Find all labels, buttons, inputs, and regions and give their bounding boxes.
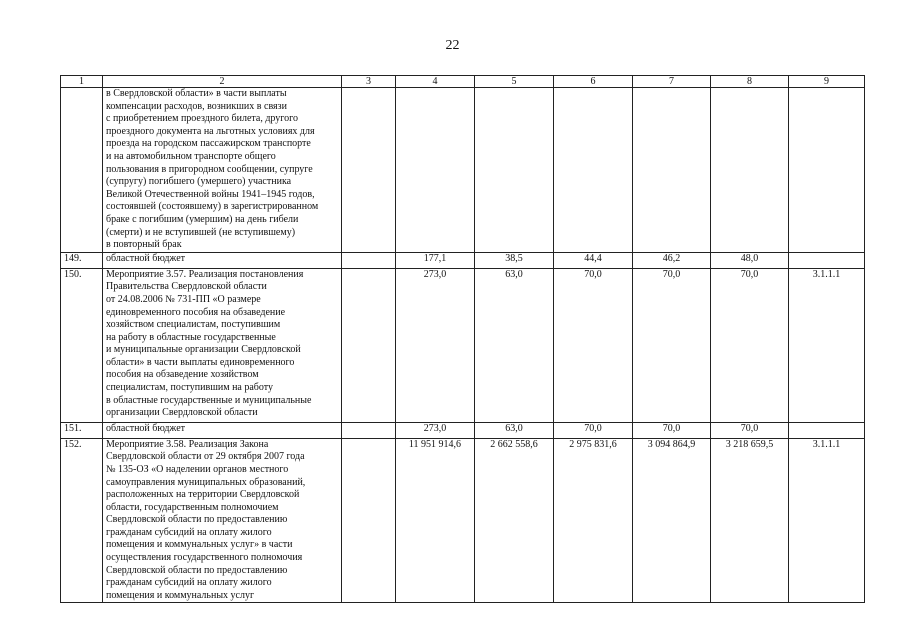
cell-c6: 2 975 831,6 — [554, 438, 633, 603]
table-row — [61, 252, 865, 268]
row-description — [103, 438, 342, 603]
cell-c4: 273,0 — [396, 268, 475, 422]
column-header-row — [61, 76, 865, 88]
cell-c4: 11 951 914,6 — [396, 438, 475, 603]
description-line: гражданам субсидий на оплату жилого — [106, 526, 272, 538]
description-line: и муниципальные организации Свердловской — [106, 344, 301, 356]
table-row — [61, 88, 865, 253]
description-line: расположенных на территории Свердловской — [106, 489, 300, 501]
description-line: Свердловской области от 29 октября 2007 года — [106, 451, 305, 463]
description-line: на работу в областные государственные — [106, 331, 276, 343]
row-number — [61, 88, 103, 253]
description-line: пользования в пригородном сообщении, супруге — [106, 163, 313, 175]
description-line: хозяйством специалистам, поступившим — [106, 319, 281, 331]
cell-c5 — [475, 88, 554, 253]
cell-c9: 3.1.1.1 — [789, 438, 865, 603]
table-row — [61, 268, 865, 422]
description-line: состоявшей (состоявшему) в зарегистрированном — [106, 201, 319, 213]
description-line: с приобретением проездного билета, другого — [106, 113, 299, 125]
description-line: браке с погибшим (умершим) на день гибели — [106, 213, 299, 225]
description-line: и на автомобильном транспорте общего — [106, 150, 276, 162]
column-header: 8 — [711, 76, 789, 88]
cell-c5: 63,0 — [475, 422, 554, 438]
column-header: 9 — [789, 76, 865, 88]
cell-c7: 70,0 — [633, 422, 711, 438]
column-header: 5 — [475, 76, 554, 88]
description-line: единовременного пособия на обзаведение — [106, 306, 286, 318]
cell-c9: 3.1.1.1 — [789, 268, 865, 422]
cell-c8: 70,0 — [711, 268, 789, 422]
column-header: 6 — [554, 76, 633, 88]
description-line: области, государственным полномочием — [106, 501, 279, 513]
cell-c8: 70,0 — [711, 422, 789, 438]
cell-c4 — [396, 88, 475, 253]
description-line: помещения и коммунальных услуг — [106, 589, 255, 601]
cell-c4: 177,1 — [396, 252, 475, 268]
cell-c6 — [554, 88, 633, 253]
column-header: 7 — [633, 76, 711, 88]
description-line: (супругу) погибшего (умершего) участника — [106, 176, 292, 188]
cell-c6: 70,0 — [554, 422, 633, 438]
description-line: от 24.08.2006 № 731-ПП «О размере — [106, 293, 261, 305]
description-line: Великой Отечественной войны 1941–1945 годов, — [106, 188, 315, 200]
cell-c4: 273,0 — [396, 422, 475, 438]
row-number: 149. — [61, 252, 103, 268]
description-line: в областные государственные и муниципальные — [106, 394, 312, 406]
description-line: пособия на обзаведение хозяйством — [106, 369, 259, 381]
cell-c8: 3 218 659,5 — [711, 438, 789, 603]
description-line: № 135-ОЗ «О наделении органов местного — [106, 463, 289, 475]
cell-c3 — [342, 88, 396, 253]
cell-c8: 48,0 — [711, 252, 789, 268]
description-line: осуществления государственного полномочия — [106, 552, 303, 564]
cell-c9 — [789, 252, 865, 268]
row-description — [103, 422, 342, 438]
cell-c3 — [342, 252, 396, 268]
description-line: помещения и коммунальных услуг» в части — [106, 539, 293, 551]
description-line: компенсации расходов, возникших в связи — [106, 100, 287, 112]
description-line: (смерти) и не вступившей (не вступившему) — [106, 226, 296, 238]
column-header: 4 — [396, 76, 475, 88]
cell-c3 — [342, 422, 396, 438]
description-line: проездного документа на льготных условиях для — [106, 125, 315, 137]
description-line: в повторный брак — [106, 239, 182, 251]
description-line: проезда на городском пассажирском транспорте — [106, 138, 311, 150]
description-line: Мероприятие 3.58. Реализация Закона — [106, 438, 269, 450]
description-line: специалистам, поступившим на работу — [106, 382, 274, 394]
cell-c6: 70,0 — [554, 268, 633, 422]
cell-c7: 70,0 — [633, 268, 711, 422]
page-number: 22 — [445, 38, 460, 53]
cell-c9 — [789, 422, 865, 438]
row-number: 150. — [61, 268, 103, 422]
description-line: Мероприятие 3.57. Реализация постановления — [106, 268, 304, 280]
description-line: Свердловской области по предоставлению — [106, 564, 288, 576]
cell-c5: 38,5 — [475, 252, 554, 268]
cell-c9 — [789, 88, 865, 253]
cell-c7: 3 094 864,9 — [633, 438, 711, 603]
cell-c5: 2 662 558,6 — [475, 438, 554, 603]
description-line: организации Свердловской области — [106, 407, 258, 419]
cell-c3 — [342, 268, 396, 422]
description-line: самоуправления муниципальных образований, — [106, 476, 306, 488]
row-description — [103, 268, 342, 422]
row-number: 152. — [61, 438, 103, 603]
description-line: областной бюджет — [106, 422, 186, 434]
description-line: Свердловской области по предоставлению — [106, 514, 288, 526]
column-header: 3 — [342, 76, 396, 88]
description-line: гражданам субсидий на оплату жилого — [106, 577, 272, 589]
table-row — [61, 422, 865, 438]
cell-c8 — [711, 88, 789, 253]
cell-c5: 63,0 — [475, 268, 554, 422]
cell-c6: 44,4 — [554, 252, 633, 268]
column-header: 2 — [103, 76, 342, 88]
row-number: 151. — [61, 422, 103, 438]
description-line: областной бюджет — [106, 252, 186, 264]
column-header: 1 — [61, 76, 103, 88]
table-row — [61, 438, 865, 603]
cell-c7: 46,2 — [633, 252, 711, 268]
budget-table — [60, 75, 865, 603]
description-line: Правительства Свердловской области — [106, 281, 267, 293]
cell-c3 — [342, 438, 396, 603]
cell-c7 — [633, 88, 711, 253]
row-description — [103, 252, 342, 268]
row-description — [103, 88, 342, 253]
description-line: в Свердловской области» в части выплаты — [106, 88, 287, 99]
description-line: области» в части выплаты единовременного — [106, 356, 295, 368]
